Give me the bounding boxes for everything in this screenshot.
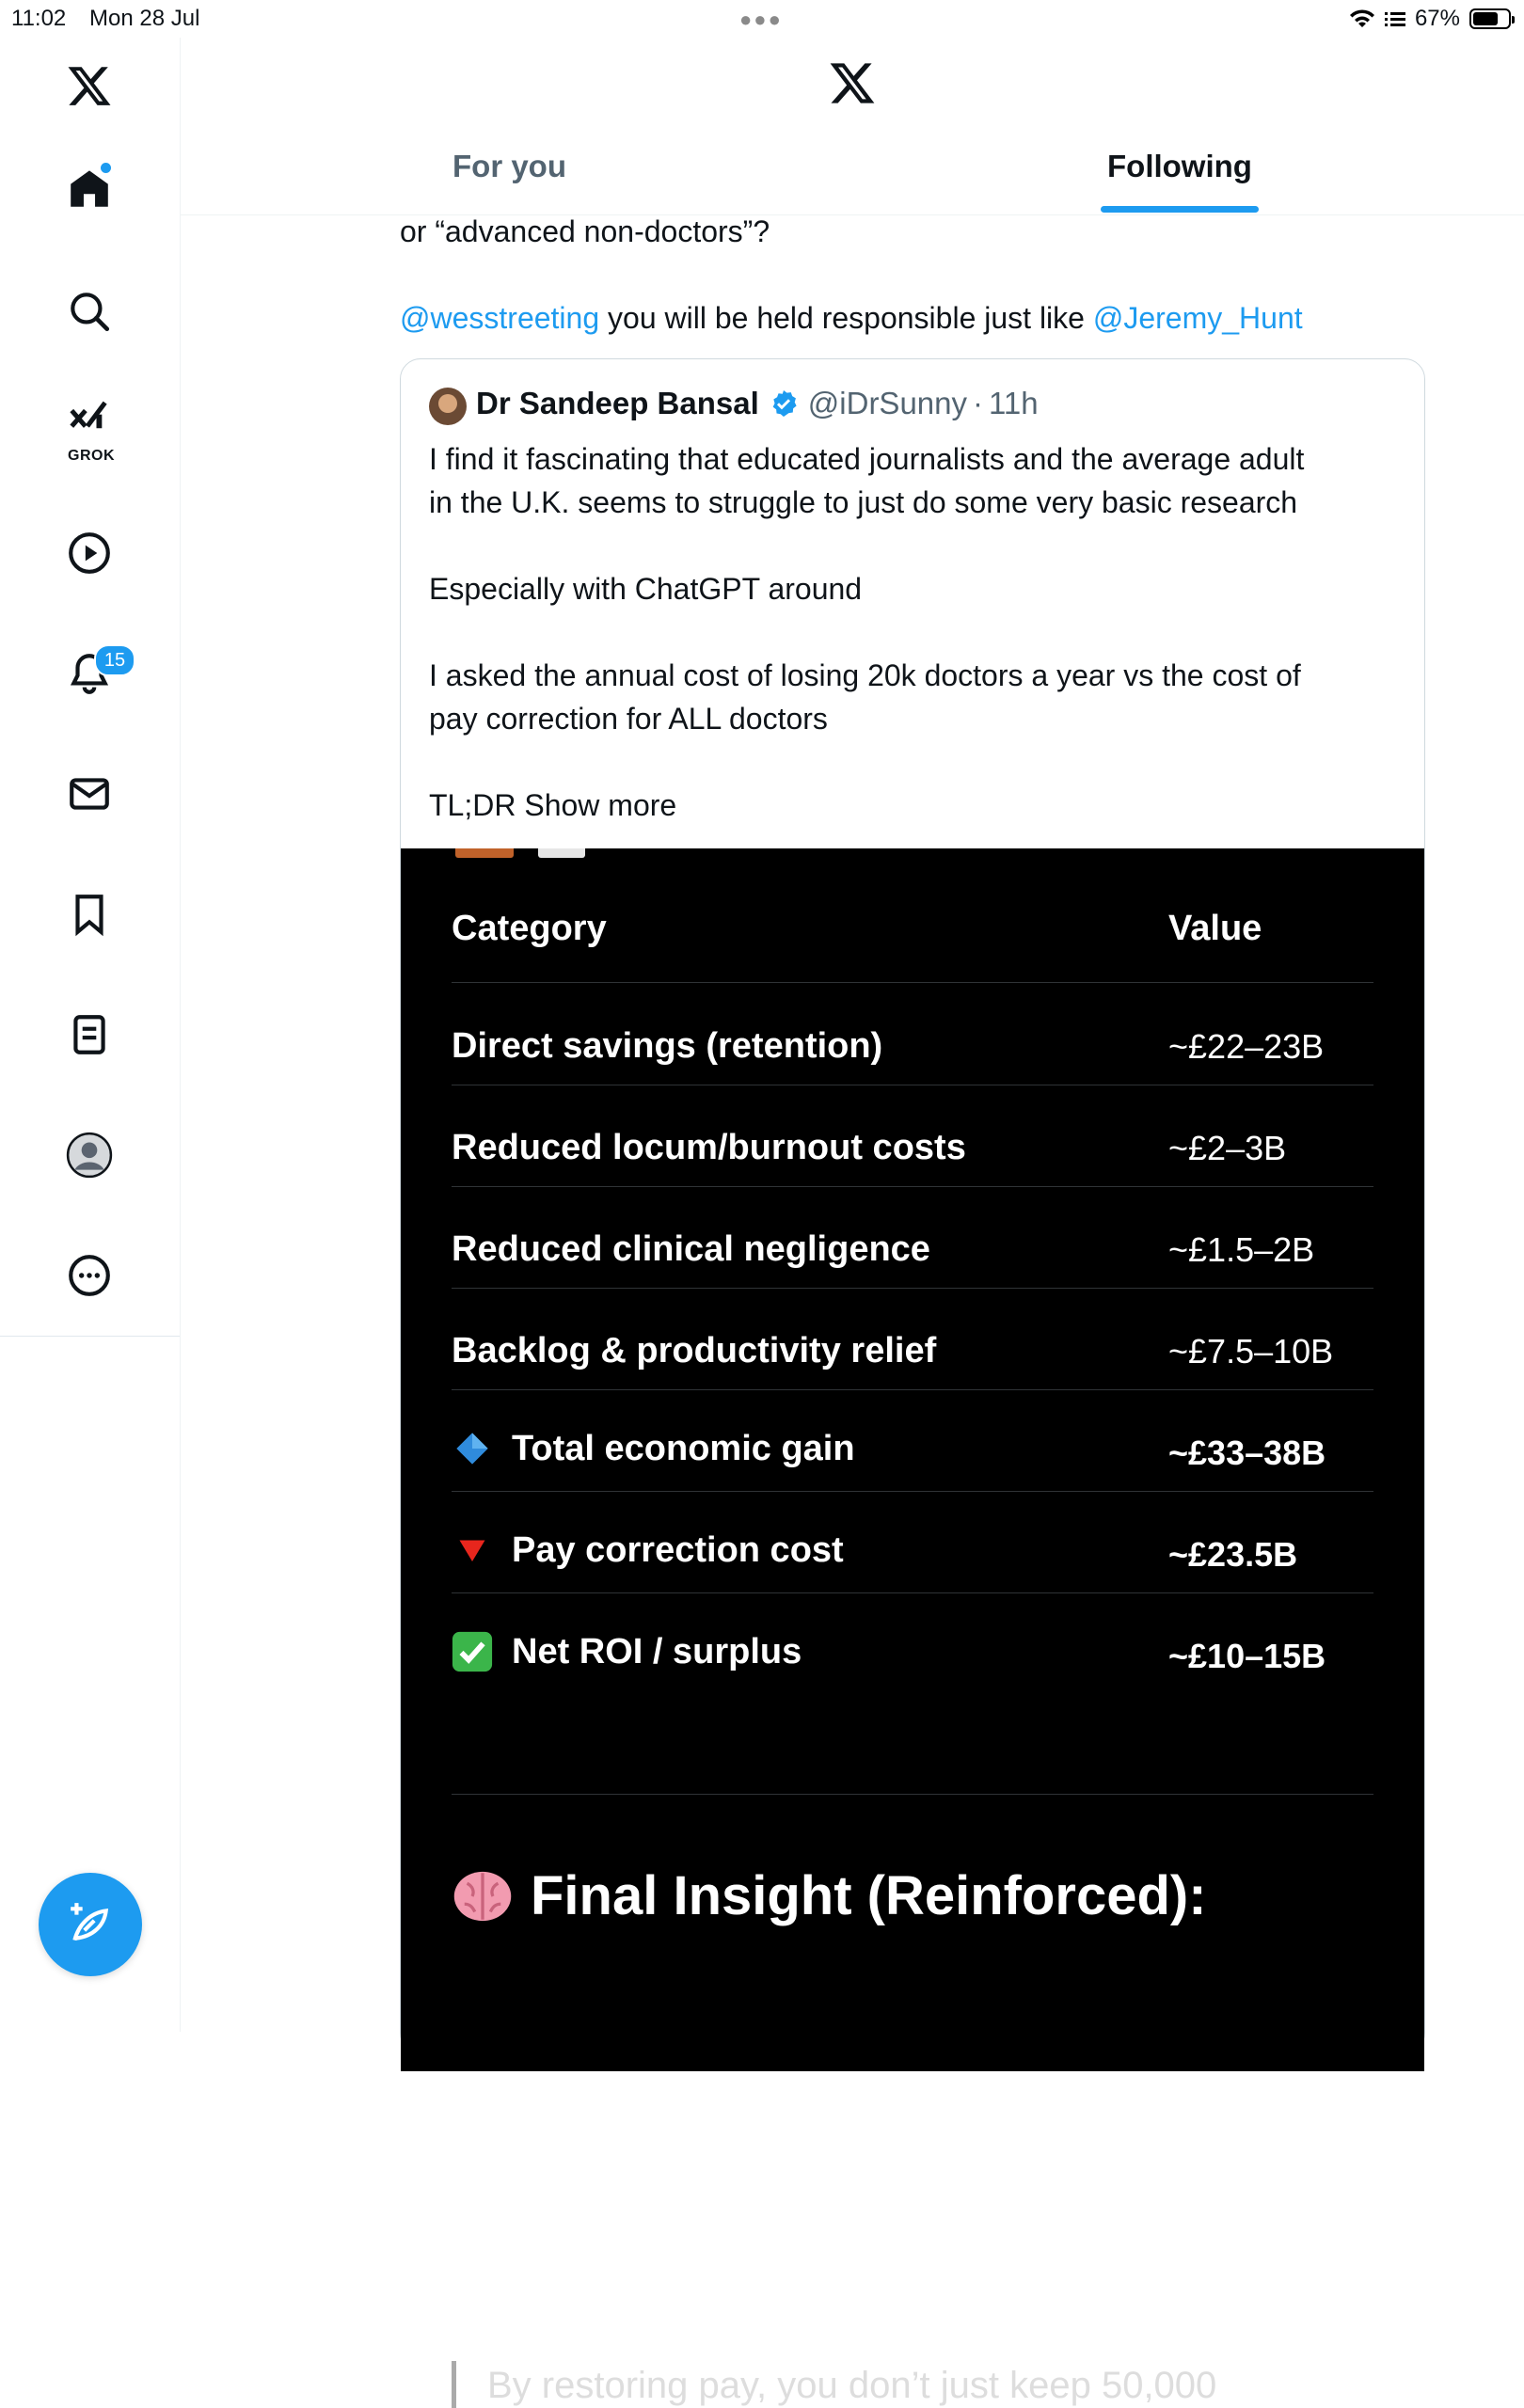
red-triangle-down-icon [452, 1529, 493, 1571]
grok-icon[interactable] [62, 395, 117, 450]
compose-post-button[interactable] [39, 1873, 142, 1976]
quoted-author-avatar[interactable] [429, 388, 467, 425]
active-tab-indicator [1101, 206, 1259, 213]
section-divider [452, 1794, 1373, 1795]
table-row-value: ~£7.5–10B [1168, 1332, 1334, 1370]
list-icon [1385, 9, 1405, 28]
header-separator: · [973, 386, 984, 420]
multitasking-dots-icon[interactable]: ●●● [739, 8, 783, 31]
quoted-post-time[interactable]: 11h [989, 386, 1039, 420]
insight-title: Final Insight (Reinforced): [531, 1865, 1207, 1926]
table-row-value: ~£1.5–2B [1168, 1230, 1315, 1269]
table-divider [452, 1389, 1373, 1390]
search-icon[interactable] [62, 284, 117, 339]
quoted-body-line: I asked the annual cost of losing 20k doctors a year vs the cost of [429, 658, 1301, 692]
table-row-pay-cost [452, 1529, 844, 1571]
grok-label: GROK [68, 448, 115, 464]
table-row-category: Net ROI / surplus [512, 1631, 802, 1671]
table-row-category: Reduced locum/burnout costs [452, 1128, 966, 1167]
x-header-logo-icon[interactable] [828, 58, 877, 107]
blockquote-text: By restoring pay, you don’t just keep 50,000 [487, 2365, 1217, 2406]
insight-heading [452, 1864, 1207, 1927]
post-text-line: or “advanced non-doctors”? [400, 214, 770, 248]
green-check-icon [452, 1631, 493, 1672]
battery-percent: 67% [1414, 6, 1460, 31]
messages-envelope-icon[interactable] [62, 767, 117, 821]
table-row-category: Reduced clinical negligence [452, 1229, 930, 1269]
verified-badge-icon [769, 388, 799, 419]
battery-icon [1469, 8, 1511, 29]
bookmarks-icon[interactable] [62, 887, 117, 942]
more-options-icon[interactable] [62, 1248, 117, 1303]
quoted-post-card[interactable] [400, 358, 1425, 2406]
wifi-icon [1349, 8, 1375, 29]
table-row-category: Pay correction cost [512, 1529, 844, 1570]
lists-icon[interactable] [62, 1007, 117, 1062]
table-row-category: Backlog & productivity relief [452, 1331, 937, 1370]
post-text-line-mentions [400, 301, 1303, 336]
table-row-category: Direct savings (retention) [452, 1026, 883, 1066]
table-divider [452, 1592, 1373, 1593]
show-more-line[interactable]: TL;DR Show more [429, 788, 677, 822]
quoted-body-line: Especially with ChatGPT around [429, 572, 863, 606]
timeline-tabs [181, 132, 1524, 215]
table-row-value: ~£10–15B [1168, 1637, 1326, 1675]
quoted-body-line: I find it fascinating that educated journalists and the average adult [429, 442, 1305, 476]
table-row-value: ~£33–38B [1168, 1434, 1326, 1472]
cropped-emoji-peek [538, 848, 585, 858]
table-divider [452, 1288, 1373, 1289]
table-row-value: ~£22–23B [1168, 1027, 1325, 1066]
table-row-category: Total economic gain [512, 1428, 855, 1468]
x-logo-icon[interactable] [62, 58, 117, 113]
brain-icon [452, 1867, 514, 1925]
post-text-fragment: you will be held responsible just like [599, 301, 1093, 335]
table-row-total-gain [452, 1428, 855, 1469]
table-header-value: Value [1168, 909, 1262, 948]
cropped-emoji-peek [455, 848, 514, 858]
tab-for-you[interactable]: For you [452, 149, 566, 183]
notifications-badge: 15 [94, 644, 135, 676]
table-row-value: ~£23.5B [1168, 1535, 1298, 1574]
status-bar [0, 0, 1524, 38]
quoted-body-line: in the U.K. seems to struggle to just do some very basic research [429, 485, 1298, 519]
quoted-author-handle[interactable]: @iDrSunny [807, 386, 968, 420]
table-divider [452, 1491, 1373, 1492]
table-divider [452, 982, 1373, 983]
profile-avatar-icon[interactable] [62, 1128, 117, 1182]
blue-diamond-icon [452, 1428, 493, 1469]
quoted-media-image[interactable] [401, 848, 1424, 2406]
table-row-value: ~£2–3B [1168, 1129, 1287, 1167]
tab-following[interactable]: Following [1107, 149, 1252, 183]
status-time: 11:02 [11, 6, 67, 31]
sidebar-divider [0, 1336, 180, 1337]
compose-feather-icon [67, 1901, 114, 1948]
table-header-category: Category [452, 909, 607, 948]
table-divider [452, 1186, 1373, 1187]
quoted-body-line: pay correction for ALL doctors [429, 702, 828, 736]
blockquote-bar [452, 2361, 456, 2408]
mention-link[interactable]: @Jeremy_Hunt [1092, 301, 1303, 335]
quoted-post-header [476, 386, 1039, 421]
video-play-icon[interactable] [62, 526, 117, 580]
mention-link[interactable]: @wesstreeting [400, 301, 600, 335]
status-date: Mon 28 Jul [89, 6, 200, 31]
table-row-net-roi [452, 1631, 802, 1672]
quoted-author-name[interactable]: Dr Sandeep Bansal [476, 386, 759, 420]
status-indicators [1349, 6, 1511, 32]
home-unread-dot [101, 163, 111, 173]
